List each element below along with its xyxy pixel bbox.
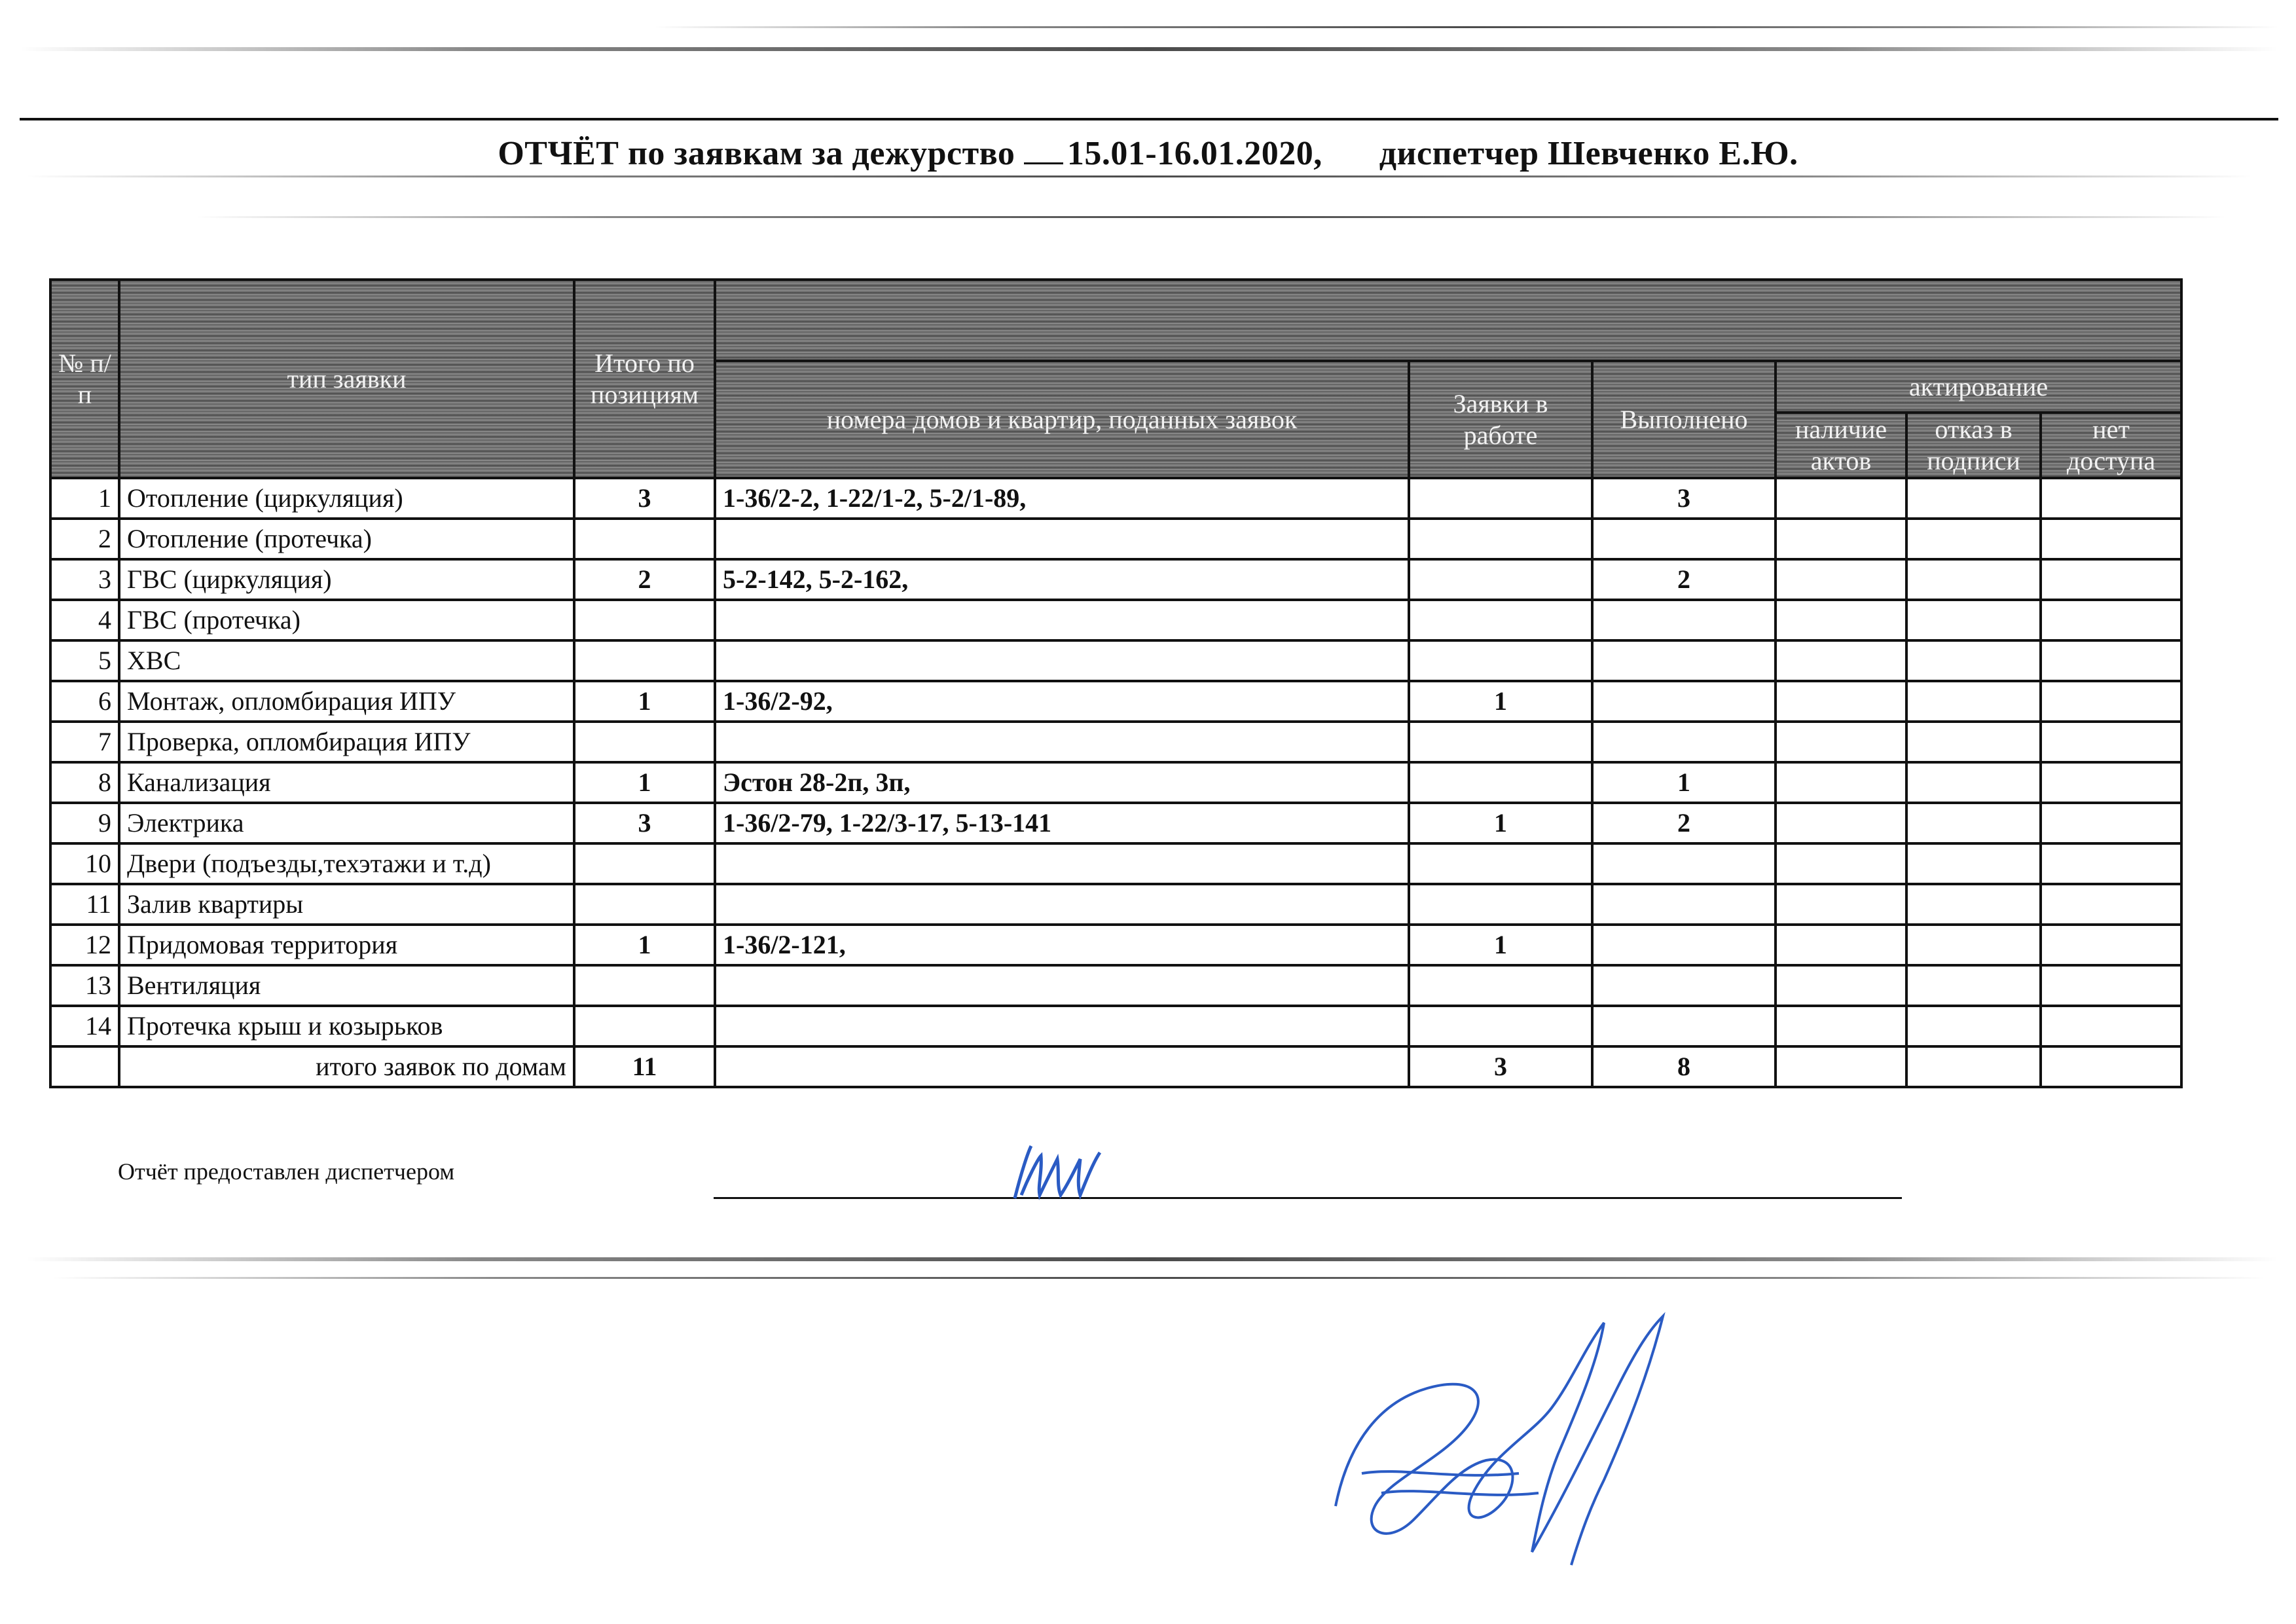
row-in-work bbox=[1409, 600, 1592, 640]
row-total bbox=[574, 884, 715, 925]
row-refusal bbox=[1906, 843, 2041, 884]
row-refusal bbox=[1906, 762, 2041, 803]
totals-no-access bbox=[2041, 1046, 2181, 1087]
report-table bbox=[49, 278, 2183, 1088]
row-acts bbox=[1776, 803, 1906, 843]
row-acts bbox=[1776, 925, 1906, 965]
row-in-work bbox=[1409, 640, 1592, 681]
row-houses bbox=[715, 1006, 1409, 1046]
row-refusal bbox=[1906, 925, 2041, 965]
row-num: 8 bbox=[50, 762, 119, 803]
dispatcher-signature bbox=[1002, 1133, 1133, 1211]
row-num: 1 bbox=[50, 478, 119, 519]
row-num: 7 bbox=[50, 722, 119, 762]
row-acts bbox=[1776, 722, 1906, 762]
row-done: 1 bbox=[1592, 762, 1776, 803]
totals-total: 11 bbox=[574, 1046, 715, 1087]
row-total bbox=[574, 640, 715, 681]
row-num: 14 bbox=[50, 1006, 119, 1046]
totals-in-work: 3 bbox=[1409, 1046, 1592, 1087]
row-no-access bbox=[2041, 843, 2181, 884]
row-type: ГВС (циркуляция) bbox=[119, 559, 574, 600]
table-row bbox=[50, 559, 2181, 600]
header-type: тип заявки bbox=[119, 280, 574, 478]
totals-done: 8 bbox=[1592, 1046, 1776, 1087]
row-acts bbox=[1776, 478, 1906, 519]
totals-num bbox=[50, 1046, 119, 1087]
table-row bbox=[50, 843, 2181, 884]
row-total: 1 bbox=[574, 681, 715, 722]
row-refusal bbox=[1906, 681, 2041, 722]
row-in-work: 1 bbox=[1409, 803, 1592, 843]
row-acts bbox=[1776, 965, 1906, 1006]
row-refusal bbox=[1906, 640, 2041, 681]
row-type: Залив квартиры bbox=[119, 884, 574, 925]
header-in-work: Заявки в работе bbox=[1409, 361, 1592, 478]
row-acts bbox=[1776, 519, 1906, 559]
header-refusal: отказ в подписи bbox=[1906, 413, 2041, 478]
header-acting: актирование bbox=[1776, 361, 2181, 413]
row-houses bbox=[715, 843, 1409, 884]
row-acts bbox=[1776, 681, 1906, 722]
row-done: 2 bbox=[1592, 559, 1776, 600]
row-houses bbox=[715, 722, 1409, 762]
totals-row bbox=[50, 1046, 2181, 1087]
row-houses: Эстон 28-2п, 3п, bbox=[715, 762, 1409, 803]
row-no-access bbox=[2041, 965, 2181, 1006]
header-done: Выполнено bbox=[1592, 361, 1776, 478]
title-dispatcher-name: Шевченко Е.Ю. bbox=[1548, 135, 1798, 172]
header-houses: номера домов и квартир, поданных заявок bbox=[715, 361, 1409, 478]
row-no-access bbox=[2041, 640, 2181, 681]
row-in-work bbox=[1409, 965, 1592, 1006]
row-type: Протечка крыш и козырьков bbox=[119, 1006, 574, 1046]
top-rule bbox=[20, 118, 2278, 120]
row-acts bbox=[1776, 559, 1906, 600]
scan-streak bbox=[26, 175, 2252, 177]
row-acts bbox=[1776, 843, 1906, 884]
row-acts bbox=[1776, 600, 1906, 640]
header-num: № п/п bbox=[50, 280, 119, 478]
row-done bbox=[1592, 722, 1776, 762]
totals-label: итого заявок по домам bbox=[119, 1046, 574, 1087]
row-no-access bbox=[2041, 600, 2181, 640]
row-num: 5 bbox=[50, 640, 119, 681]
scan-streak bbox=[196, 216, 2226, 218]
row-refusal bbox=[1906, 965, 2041, 1006]
row-done bbox=[1592, 884, 1776, 925]
header-total: Итого по позициям bbox=[574, 280, 715, 478]
row-num: 6 bbox=[50, 681, 119, 722]
row-done: 3 bbox=[1592, 478, 1776, 519]
row-type: ХВС bbox=[119, 640, 574, 681]
row-in-work: 1 bbox=[1409, 925, 1592, 965]
header-band bbox=[715, 280, 2181, 361]
row-num: 9 bbox=[50, 803, 119, 843]
row-houses: 5-2-142, 5-2-162, bbox=[715, 559, 1409, 600]
row-in-work bbox=[1409, 519, 1592, 559]
totals-refusal bbox=[1906, 1046, 2041, 1087]
table-row bbox=[50, 640, 2181, 681]
row-type: ГВС (протечка) bbox=[119, 600, 574, 640]
table-row bbox=[50, 803, 2181, 843]
row-no-access bbox=[2041, 925, 2181, 965]
row-houses bbox=[715, 965, 1409, 1006]
approval-signature bbox=[1322, 1310, 1689, 1591]
row-no-access bbox=[2041, 478, 2181, 519]
row-no-access bbox=[2041, 762, 2181, 803]
row-num: 12 bbox=[50, 925, 119, 965]
title-text: ОТЧЁТ по заявкам за дежурство bbox=[498, 135, 1015, 172]
row-type: Монтаж, опломбирация ИПУ bbox=[119, 681, 574, 722]
row-done bbox=[1592, 519, 1776, 559]
row-num: 3 bbox=[50, 559, 119, 600]
totals-acts bbox=[1776, 1046, 1906, 1087]
footer-label: Отчёт предоставлен диспетчером bbox=[118, 1158, 455, 1185]
row-houses: 1-36/2-79, 1-22/3-17, 5-13-141 bbox=[715, 803, 1409, 843]
row-total: 2 bbox=[574, 559, 715, 600]
row-type: Электрика bbox=[119, 803, 574, 843]
row-in-work bbox=[1409, 762, 1592, 803]
scan-streak bbox=[20, 47, 2278, 51]
row-total bbox=[574, 843, 715, 884]
row-total bbox=[574, 1006, 715, 1046]
table-row bbox=[50, 965, 2181, 1006]
row-refusal bbox=[1906, 884, 2041, 925]
row-no-access bbox=[2041, 722, 2181, 762]
header-no-access: нет доступа bbox=[2041, 413, 2181, 478]
row-houses bbox=[715, 884, 1409, 925]
row-no-access bbox=[2041, 884, 2181, 925]
row-in-work bbox=[1409, 722, 1592, 762]
row-refusal bbox=[1906, 803, 2041, 843]
row-num: 11 bbox=[50, 884, 119, 925]
row-type: Отопление (циркуляция) bbox=[119, 478, 574, 519]
row-in-work bbox=[1409, 1006, 1592, 1046]
row-in-work bbox=[1409, 884, 1592, 925]
table-row bbox=[50, 478, 2181, 519]
row-total: 1 bbox=[574, 925, 715, 965]
row-acts bbox=[1776, 640, 1906, 681]
row-num: 13 bbox=[50, 965, 119, 1006]
row-in-work bbox=[1409, 559, 1592, 600]
row-done bbox=[1592, 640, 1776, 681]
row-in-work bbox=[1409, 843, 1592, 884]
row-type: Придомовая территория bbox=[119, 925, 574, 965]
row-type: Канализация bbox=[119, 762, 574, 803]
row-no-access bbox=[2041, 803, 2181, 843]
row-refusal bbox=[1906, 478, 2041, 519]
table-row bbox=[50, 519, 2181, 559]
row-type: Отопление (протечка) bbox=[119, 519, 574, 559]
row-acts bbox=[1776, 762, 1906, 803]
row-houses bbox=[715, 640, 1409, 681]
scan-streak bbox=[26, 1257, 2278, 1261]
row-type: Вентиляция bbox=[119, 965, 574, 1006]
row-refusal bbox=[1906, 559, 2041, 600]
row-total: 3 bbox=[574, 478, 715, 519]
title-period: 15.01-16.01.2020, bbox=[1066, 135, 1322, 172]
row-no-access bbox=[2041, 681, 2181, 722]
row-done bbox=[1592, 925, 1776, 965]
title-dispatcher-label: диспетчер bbox=[1379, 135, 1539, 172]
row-refusal bbox=[1906, 722, 2041, 762]
row-total bbox=[574, 722, 715, 762]
table-row bbox=[50, 722, 2181, 762]
row-refusal bbox=[1906, 1006, 2041, 1046]
row-houses: 1-36/2-2, 1-22/1-2, 5-2/1-89, bbox=[715, 478, 1409, 519]
row-total bbox=[574, 965, 715, 1006]
row-total: 3 bbox=[574, 803, 715, 843]
scan-streak bbox=[655, 26, 2278, 28]
row-houses bbox=[715, 519, 1409, 559]
table-row bbox=[50, 1006, 2181, 1046]
row-num: 10 bbox=[50, 843, 119, 884]
row-num: 2 bbox=[50, 519, 119, 559]
table-row bbox=[50, 600, 2181, 640]
row-no-access bbox=[2041, 1006, 2181, 1046]
title-blank bbox=[1024, 162, 1063, 164]
row-total: 1 bbox=[574, 762, 715, 803]
row-done bbox=[1592, 965, 1776, 1006]
table-row bbox=[50, 762, 2181, 803]
row-houses: 1-36/2-92, bbox=[715, 681, 1409, 722]
scan-streak bbox=[52, 1277, 2265, 1279]
row-acts bbox=[1776, 884, 1906, 925]
row-total bbox=[574, 519, 715, 559]
row-num: 4 bbox=[50, 600, 119, 640]
row-total bbox=[574, 600, 715, 640]
totals-houses bbox=[715, 1046, 1409, 1087]
row-refusal bbox=[1906, 600, 2041, 640]
row-type: Двери (подъезды,техэтажи и т.д) bbox=[119, 843, 574, 884]
row-done bbox=[1592, 843, 1776, 884]
row-type: Проверка, опломбирация ИПУ bbox=[119, 722, 574, 762]
row-done bbox=[1592, 600, 1776, 640]
signature-line bbox=[714, 1197, 1902, 1199]
table-row bbox=[50, 925, 2181, 965]
table-row bbox=[50, 884, 2181, 925]
row-acts bbox=[1776, 1006, 1906, 1046]
header-acts: наличие актов bbox=[1776, 413, 1906, 478]
row-no-access bbox=[2041, 559, 2181, 600]
row-in-work: 1 bbox=[1409, 681, 1592, 722]
table-row bbox=[50, 681, 2181, 722]
row-houses: 1-36/2-121, bbox=[715, 925, 1409, 965]
row-houses bbox=[715, 600, 1409, 640]
row-no-access bbox=[2041, 519, 2181, 559]
row-done bbox=[1592, 1006, 1776, 1046]
row-in-work bbox=[1409, 478, 1592, 519]
row-done: 2 bbox=[1592, 803, 1776, 843]
row-refusal bbox=[1906, 519, 2041, 559]
report-title bbox=[0, 134, 2296, 173]
row-done bbox=[1592, 681, 1776, 722]
